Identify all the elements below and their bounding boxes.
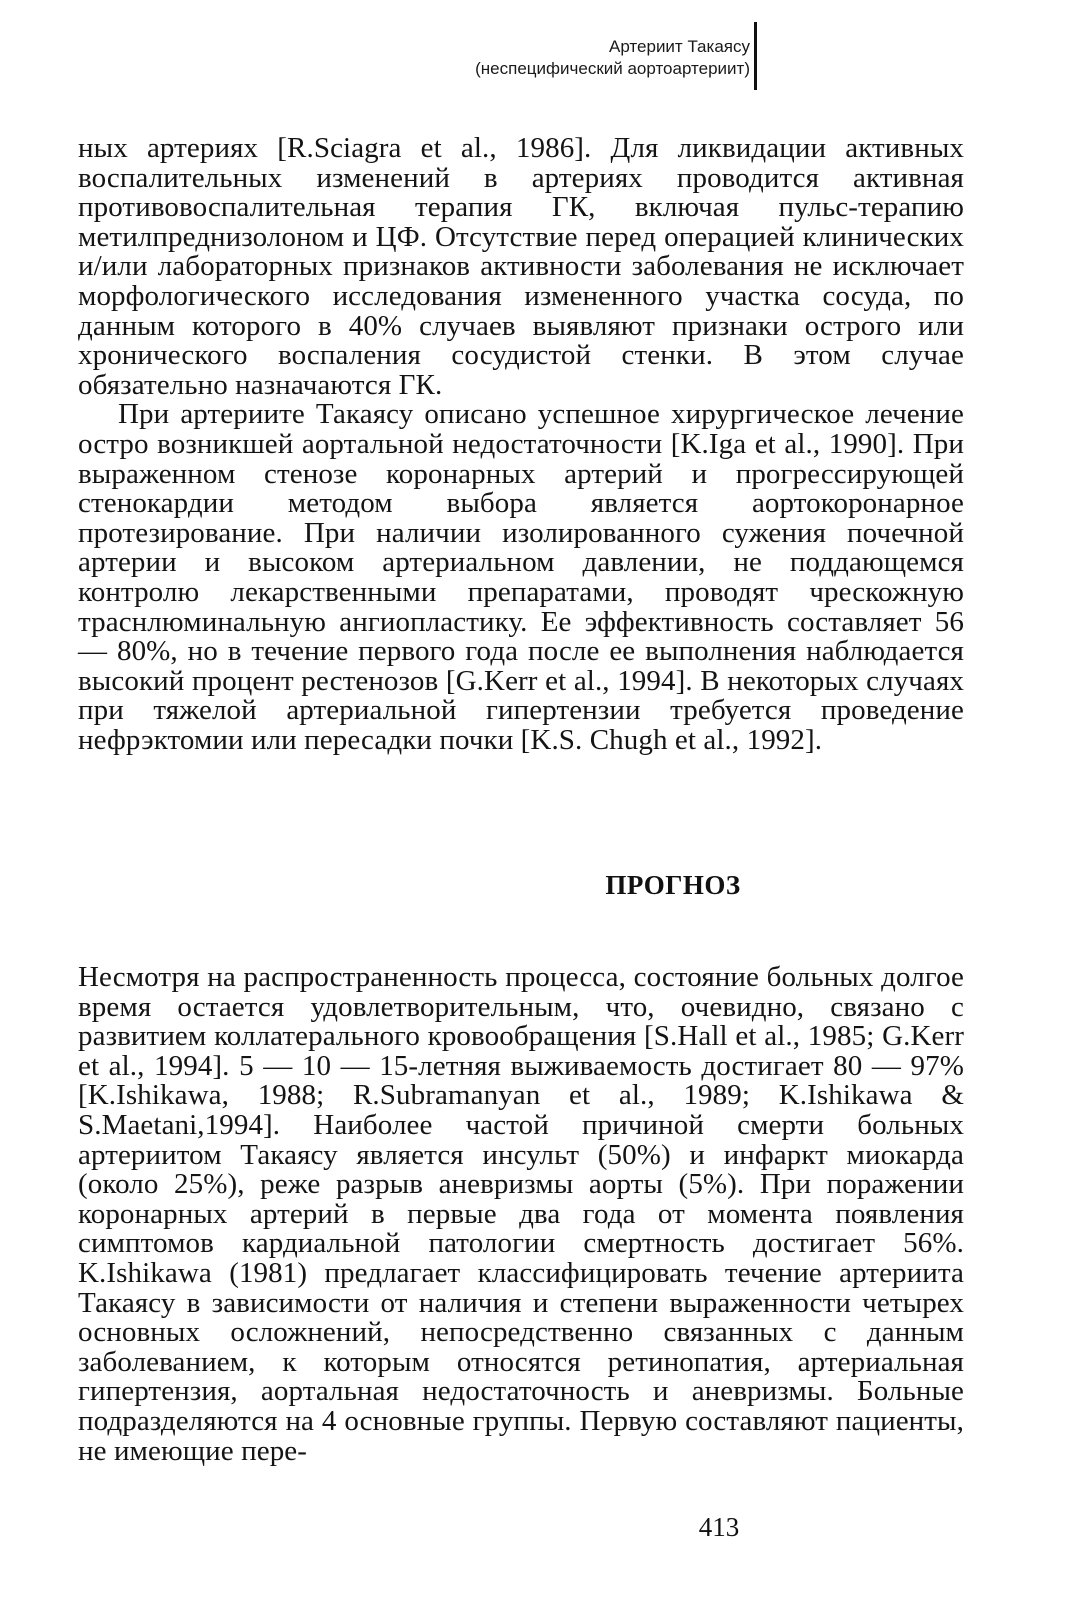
running-header-subtitle: (неспецифический аортоартериит) [475, 59, 750, 78]
header-vertical-rule [754, 22, 757, 90]
paragraph-surgery: При артериите Такаясу описано успешное хирургическое лечение остро возникшей аортальной недостаточности [K.Iga et al., 1990]. При выраженном стенозе коронарных артерий и прогрессирующей стенокардии методом выбора является аортокоронарное протезирование. При наличии изолированного сужения почечной артерии и высоком артериальном давлении, не поддающемся контролю лекарственными препаратами, проводят чрескожную траснлюминальную ангиопластику. Ее эффективность составляет 56 — 80%, но в течение первого года после ее выполнения наблюдается высокий процент рестенозов [G.Kerr et al., 1994]. В некоторых случаях при тяжелой артериальной гипертензии требуется проведение нефрэктомии или пересадки почки [K.S. Chugh et al., 1992]. [78, 398, 964, 756]
body-text-block-1 [78, 134, 964, 755]
paragraph-continuation: ных артериях [R.Sciagra et al., 1986]. Для ликвидации активных воспалительных изменений в артериях проводится активная противовоспалительная терапия ГК, включая пульс-терапию метилпреднизолоном и ЦФ. Отсутствие перед операцией клинических и/или лабораторных признаков активности заболевания не исключает морфологического исследования измененного участка сосуда, по данным которого в 40% случаев выявляют признаки острого или хронического воспаления сосудистой стенки. В этом случае обязательно назначаются ГК. [78, 132, 964, 401]
body-text-block-2 [78, 963, 964, 1466]
running-header [475, 36, 750, 80]
running-header-title: Артериит Такаясу [609, 37, 750, 56]
page-number: 413 [698, 1512, 740, 1542]
paragraph-prognosis: Несмотря на распространенность процесса, состояние больных долгое время остается удовлетворительным, что, очевидно, связано с развитием коллатерального кровообращения [S.Hall et al., 1985; G.Kerr et al., 1994]. 5 — 10 — 15-летняя выживаемость достигает 80 — 97% [K.Ishikawa, 1988; R.Subramanyan et al., 1989; K.Ishikawa & S.Maetani,1994]. Наиболее частой причиной смерти больных артериитом Такаясу является инсульт (50%) и инфаркт миокарда (около 25%), реже разрыв аневризмы аорты (5%). При поражении коронарных артерий в первые два года от момента появления симптомов кардиальной патологии смертность достигает 56%. K.Ishikawa (1981) предлагает классифицировать течение артериита Такаясу в зависимости от наличия и степени выраженности четырех основных осложнений, непосредственно связанных с данным заболеванием, к которым относятся ретинопатия, артериальная гипертензия, аортальная недостаточность и аневризмы. Больные подразделяются на 4 основные группы. Первую составляют пациенты, не имеющие пере- [78, 961, 964, 1467]
section-heading: ПРОГНОЗ [605, 870, 741, 900]
